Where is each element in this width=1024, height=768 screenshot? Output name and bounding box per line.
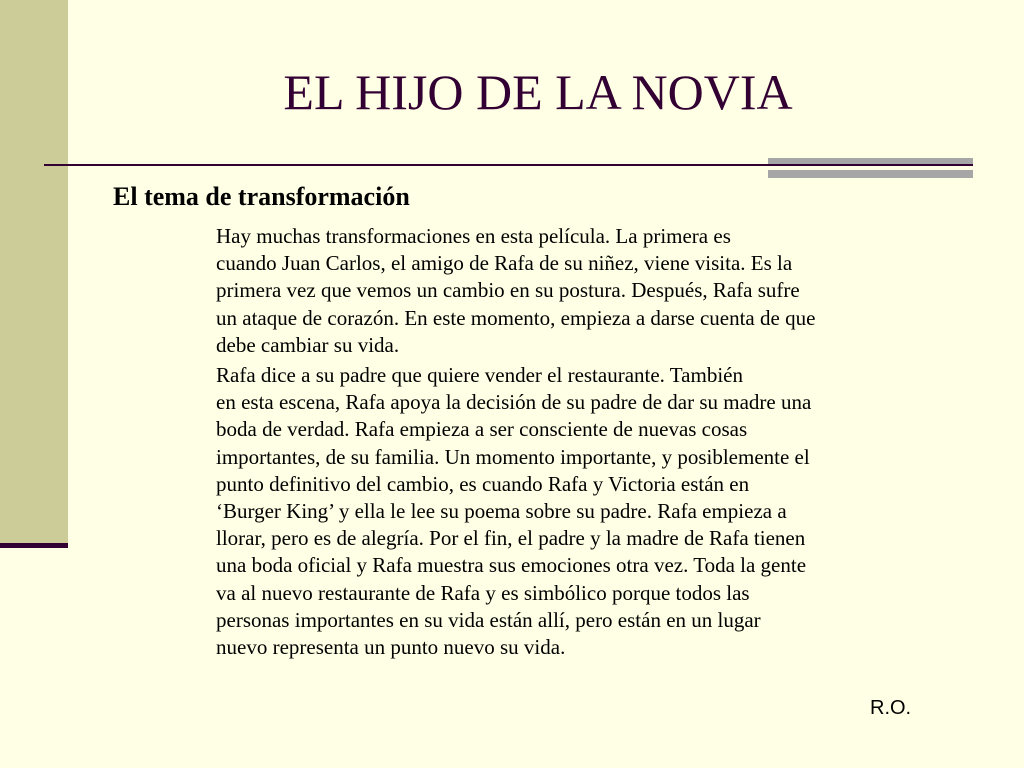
text-line: primera vez que vemos un cambio en su postura. Después, Rafa sufre [216, 278, 800, 303]
text-line: importantes, de su familia. Un momento importante, y posiblemente el [216, 444, 810, 469]
title-accent-bar-top [768, 158, 973, 164]
text-line: llorar, pero es de alegría. Por el fin, el padre y la madre de Rafa tienen [216, 526, 806, 551]
text-line: Rafa dice a su padre que quiere vender el restaurante. También [216, 363, 743, 388]
paragraph-1 [151, 223, 971, 359]
text-line: una boda oficial y Rafa muestra sus emociones otra vez. Toda la gente [216, 553, 807, 578]
text-line: punto definitivo del cambio, es cuando Rafa y Victoria están en [216, 471, 750, 496]
left-band-underline [0, 543, 68, 548]
text-line: cuando Juan Carlos, el amigo de Rafa de su niñez, viene visita. Es la [216, 251, 793, 276]
title-divider [44, 164, 973, 166]
text-line: va al nuevo restaurante de Rafa y es simbólico porque todos las [216, 580, 750, 605]
text-line: debe cambiar su vida. [216, 332, 400, 357]
text-line: un ataque de corazón. En este momento, empieza a darse cuenta de que [216, 305, 816, 330]
left-decorative-band [0, 0, 68, 548]
text-line: Hay muchas transformaciones en esta película. La primera es [216, 224, 731, 248]
title-accent-bar-bottom [768, 170, 973, 178]
text-line: en esta escena, Rafa apoya la decisión de su padre de dar su madre una [216, 390, 812, 415]
body-text [151, 223, 971, 664]
slide-title: EL HIJO DE LA NOVIA [283, 64, 793, 120]
text-line: personas importantes en su vida están allí, pero están en un lugar [216, 607, 761, 632]
text-line: nuevo representa un punto nuevo su vida. [216, 635, 566, 660]
text-line: boda de verdad. Rafa empieza a ser consciente de nuevas cosas [216, 417, 748, 442]
text-line: ‘Burger King’ y ella le lee su poema sobre su padre. Rafa empieza a [216, 499, 787, 524]
paragraph-2 [151, 362, 971, 661]
section-heading: El tema de transformación [113, 182, 410, 211]
author-initials: R.O. [870, 697, 912, 719]
